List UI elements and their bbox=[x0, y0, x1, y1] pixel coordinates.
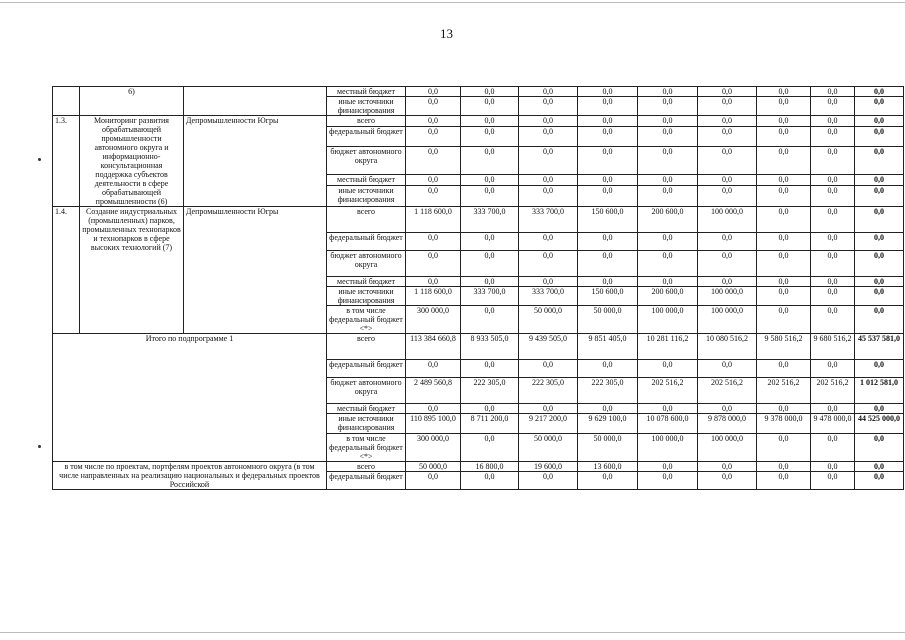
value-cell: 9 851 405,0 bbox=[578, 334, 638, 360]
value-cell: 0,0 bbox=[698, 233, 757, 251]
value-cell: 0,0 bbox=[757, 360, 811, 378]
value-cell: 0,0 bbox=[855, 472, 904, 490]
value-cell: 0,0 bbox=[811, 207, 855, 233]
value-cell: 1 118 600,0 bbox=[406, 287, 461, 306]
value-cell: 100 000,0 bbox=[638, 434, 698, 462]
value-cell: 0,0 bbox=[757, 116, 811, 127]
value-cell: 0,0 bbox=[855, 404, 904, 414]
value-cell: 0,0 bbox=[757, 404, 811, 414]
value-cell: 0,0 bbox=[406, 404, 461, 414]
value-cell: 0,0 bbox=[519, 116, 578, 127]
value-cell: 0,0 bbox=[461, 251, 519, 277]
value-cell: 0,0 bbox=[519, 175, 578, 186]
value-cell: 100 000,0 bbox=[698, 306, 757, 334]
value-cell: 0,0 bbox=[855, 87, 904, 97]
funding-source: федеральный бюджет bbox=[327, 126, 406, 146]
value-cell: 0,0 bbox=[578, 126, 638, 146]
value-cell: 0,0 bbox=[698, 116, 757, 127]
value-cell: 222 305,0 bbox=[519, 378, 578, 404]
value-cell: 0,0 bbox=[461, 146, 519, 175]
value-cell: 9 439 505,0 bbox=[519, 334, 578, 360]
value-cell: 0,0 bbox=[638, 126, 698, 146]
value-cell: 0,0 bbox=[461, 472, 519, 490]
value-cell: 9 478 000,0 bbox=[811, 414, 855, 434]
value-cell: 19 600,0 bbox=[519, 462, 578, 472]
value-cell: 0,0 bbox=[461, 97, 519, 116]
value-cell: 300 000,0 bbox=[406, 434, 461, 462]
value-cell: 0,0 bbox=[519, 126, 578, 146]
value-cell: 0,0 bbox=[578, 251, 638, 277]
table-row bbox=[53, 207, 904, 233]
scan-dot bbox=[38, 158, 41, 161]
value-cell: 0,0 bbox=[578, 472, 638, 490]
value-cell: 0,0 bbox=[855, 287, 904, 306]
value-cell: 0,0 bbox=[638, 116, 698, 127]
value-cell: 0,0 bbox=[811, 87, 855, 97]
value-cell: 0,0 bbox=[855, 277, 904, 287]
value-cell: 0,0 bbox=[406, 146, 461, 175]
value-cell: 0,0 bbox=[638, 251, 698, 277]
value-cell: 0,0 bbox=[519, 472, 578, 490]
value-cell: 0,0 bbox=[855, 360, 904, 378]
value-cell: 200 600,0 bbox=[638, 207, 698, 233]
value-cell: 50 000,0 bbox=[519, 306, 578, 334]
value-cell: 150 600,0 bbox=[578, 207, 638, 233]
value-cell: 0,0 bbox=[461, 404, 519, 414]
value-cell: 45 537 581,0 bbox=[855, 334, 904, 360]
value-cell: 0,0 bbox=[519, 97, 578, 116]
funding-source: всего bbox=[327, 334, 406, 360]
value-cell: 0,0 bbox=[461, 175, 519, 186]
value-cell: 0,0 bbox=[578, 404, 638, 414]
value-cell: 0,0 bbox=[811, 186, 855, 207]
value-cell: 200 600,0 bbox=[638, 287, 698, 306]
value-cell: 0,0 bbox=[811, 116, 855, 127]
value-cell: 9 629 100,0 bbox=[578, 414, 638, 434]
value-cell: 0,0 bbox=[406, 277, 461, 287]
value-cell: 0,0 bbox=[698, 462, 757, 472]
value-cell: 300 000,0 bbox=[406, 306, 461, 334]
value-cell: 0,0 bbox=[855, 126, 904, 146]
value-cell: 0,0 bbox=[757, 207, 811, 233]
value-cell: 0,0 bbox=[811, 404, 855, 414]
value-cell: 0,0 bbox=[698, 251, 757, 277]
item-number: 1.3. bbox=[53, 116, 80, 207]
value-cell: 0,0 bbox=[519, 233, 578, 251]
table-row bbox=[53, 462, 904, 472]
value-cell: 0,0 bbox=[638, 97, 698, 116]
value-cell: 0,0 bbox=[406, 233, 461, 251]
total-label: Итого по подпрограмме 1 bbox=[53, 334, 327, 462]
activity-name: Мониторинг развития обрабатывающей промышленности автономного округа и информационно-консультационная поддержка субъектов деятельности в сфере обрабатывающей промышленности (6) bbox=[80, 116, 184, 207]
table-row bbox=[53, 87, 904, 97]
value-cell: 0,0 bbox=[578, 360, 638, 378]
value-cell: 0,0 bbox=[578, 146, 638, 175]
value-cell: 0,0 bbox=[698, 146, 757, 175]
funding-source: местный бюджет bbox=[327, 175, 406, 186]
value-cell: 0,0 bbox=[638, 472, 698, 490]
value-cell: 0,0 bbox=[698, 126, 757, 146]
value-cell: 0,0 bbox=[638, 404, 698, 414]
value-cell: 0,0 bbox=[406, 126, 461, 146]
value-cell: 0,0 bbox=[519, 404, 578, 414]
total-label: в том числе по проектам, портфелям проектов автономного округа (в том числе направленных на реализацию национальных и федеральных проектов Российской bbox=[53, 462, 327, 490]
value-cell: 222 305,0 bbox=[578, 378, 638, 404]
value-cell: 0,0 bbox=[757, 97, 811, 116]
value-cell: 0,0 bbox=[406, 186, 461, 207]
value-cell: 44 525 000,0 bbox=[855, 414, 904, 434]
value-cell: 0,0 bbox=[757, 434, 811, 462]
value-cell: 0,0 bbox=[757, 233, 811, 251]
value-cell: 0,0 bbox=[461, 87, 519, 97]
funding-source: бюджет автономного округа bbox=[327, 146, 406, 175]
value-cell: 50 000,0 bbox=[578, 434, 638, 462]
value-cell: 100 000,0 bbox=[698, 287, 757, 306]
value-cell: 0,0 bbox=[855, 251, 904, 277]
value-cell: 100 000,0 bbox=[698, 207, 757, 233]
value-cell: 0,0 bbox=[461, 434, 519, 462]
value-cell: 0,0 bbox=[519, 277, 578, 287]
value-cell: 8 933 505,0 bbox=[461, 334, 519, 360]
value-cell: 0,0 bbox=[461, 277, 519, 287]
value-cell: 9 878 000,0 bbox=[698, 414, 757, 434]
value-cell: 0,0 bbox=[811, 306, 855, 334]
value-cell: 0,0 bbox=[757, 251, 811, 277]
value-cell: 0,0 bbox=[638, 233, 698, 251]
value-cell: 0,0 bbox=[638, 277, 698, 287]
value-cell: 1 012 581,0 bbox=[855, 378, 904, 404]
value-cell: 0,0 bbox=[406, 116, 461, 127]
funding-source: федеральный бюджет bbox=[327, 360, 406, 378]
responsible-executor: Депромышленности Югры bbox=[184, 116, 327, 207]
value-cell: 0,0 bbox=[855, 207, 904, 233]
value-cell: 0,0 bbox=[519, 146, 578, 175]
value-cell: 0,0 bbox=[757, 186, 811, 207]
responsible-executor: Депромышленности Югры bbox=[184, 207, 327, 334]
value-cell: 0,0 bbox=[811, 287, 855, 306]
budget-table bbox=[52, 86, 904, 490]
value-cell: 202 516,2 bbox=[698, 378, 757, 404]
value-cell: 0,0 bbox=[855, 186, 904, 207]
value-cell: 50 000,0 bbox=[519, 434, 578, 462]
funding-source: бюджет автономного округа bbox=[327, 251, 406, 277]
table-row bbox=[53, 116, 904, 127]
item-number: 1.4. bbox=[53, 207, 80, 334]
activity-name: 6) bbox=[80, 87, 184, 116]
funding-source: иные источники финансирования bbox=[327, 414, 406, 434]
funding-source: всего bbox=[327, 116, 406, 127]
value-cell: 0,0 bbox=[406, 87, 461, 97]
value-cell: 10 080 516,2 bbox=[698, 334, 757, 360]
value-cell: 0,0 bbox=[811, 462, 855, 472]
value-cell: 0,0 bbox=[811, 434, 855, 462]
value-cell: 13 600,0 bbox=[578, 462, 638, 472]
value-cell: 9 378 000,0 bbox=[757, 414, 811, 434]
value-cell: 222 305,0 bbox=[461, 378, 519, 404]
value-cell: 0,0 bbox=[638, 360, 698, 378]
value-cell: 0,0 bbox=[757, 306, 811, 334]
value-cell: 0,0 bbox=[757, 87, 811, 97]
funding-source: всего bbox=[327, 207, 406, 233]
value-cell: 333 700,0 bbox=[519, 207, 578, 233]
funding-source: иные источники финансирования bbox=[327, 186, 406, 207]
value-cell: 0,0 bbox=[757, 175, 811, 186]
table-row bbox=[53, 334, 904, 360]
value-cell: 0,0 bbox=[519, 87, 578, 97]
value-cell: 0,0 bbox=[578, 87, 638, 97]
value-cell: 0,0 bbox=[757, 126, 811, 146]
value-cell: 202 516,2 bbox=[757, 378, 811, 404]
value-cell: 8 711 200,0 bbox=[461, 414, 519, 434]
value-cell: 10 281 116,2 bbox=[638, 334, 698, 360]
funding-source: местный бюджет bbox=[327, 87, 406, 97]
value-cell: 0,0 bbox=[461, 306, 519, 334]
value-cell: 0,0 bbox=[811, 251, 855, 277]
value-cell: 50 000,0 bbox=[406, 462, 461, 472]
value-cell: 0,0 bbox=[855, 306, 904, 334]
value-cell: 0,0 bbox=[811, 126, 855, 146]
value-cell: 0,0 bbox=[461, 126, 519, 146]
value-cell: 0,0 bbox=[461, 233, 519, 251]
value-cell: 0,0 bbox=[757, 146, 811, 175]
value-cell: 0,0 bbox=[406, 175, 461, 186]
value-cell: 333 700,0 bbox=[461, 287, 519, 306]
value-cell: 0,0 bbox=[461, 360, 519, 378]
value-cell: 0,0 bbox=[811, 472, 855, 490]
funding-source: иные источники финансирования bbox=[327, 287, 406, 306]
value-cell: 0,0 bbox=[698, 404, 757, 414]
value-cell: 0,0 bbox=[578, 233, 638, 251]
value-cell: 0,0 bbox=[811, 277, 855, 287]
value-cell: 0,0 bbox=[757, 287, 811, 306]
value-cell: 0,0 bbox=[757, 472, 811, 490]
value-cell: 0,0 bbox=[578, 277, 638, 287]
value-cell: 0,0 bbox=[811, 146, 855, 175]
value-cell: 113 384 660,8 bbox=[406, 334, 461, 360]
value-cell: 0,0 bbox=[698, 472, 757, 490]
value-cell: 0,0 bbox=[461, 186, 519, 207]
value-cell: 0,0 bbox=[698, 97, 757, 116]
value-cell: 150 600,0 bbox=[578, 287, 638, 306]
value-cell: 1 118 600,0 bbox=[406, 207, 461, 233]
value-cell: 0,0 bbox=[757, 462, 811, 472]
value-cell: 0,0 bbox=[461, 116, 519, 127]
value-cell: 0,0 bbox=[811, 360, 855, 378]
funding-source: местный бюджет bbox=[327, 404, 406, 414]
value-cell: 10 078 600,0 bbox=[638, 414, 698, 434]
value-cell: 0,0 bbox=[406, 472, 461, 490]
funding-source: местный бюджет bbox=[327, 277, 406, 287]
value-cell: 0,0 bbox=[578, 186, 638, 207]
value-cell: 0,0 bbox=[406, 360, 461, 378]
value-cell: 0,0 bbox=[811, 233, 855, 251]
funding-source: всего bbox=[327, 462, 406, 472]
value-cell: 0,0 bbox=[638, 462, 698, 472]
value-cell: 0,0 bbox=[811, 175, 855, 186]
value-cell: 0,0 bbox=[638, 146, 698, 175]
value-cell: 0,0 bbox=[698, 175, 757, 186]
value-cell: 9 680 516,2 bbox=[811, 334, 855, 360]
value-cell: 0,0 bbox=[578, 175, 638, 186]
value-cell: 0,0 bbox=[698, 87, 757, 97]
value-cell: 9 217 200,0 bbox=[519, 414, 578, 434]
value-cell: 16 800,0 bbox=[461, 462, 519, 472]
value-cell: 202 516,2 bbox=[811, 378, 855, 404]
funding-source: в том числе федеральный бюджет <*> bbox=[327, 306, 406, 334]
value-cell: 0,0 bbox=[519, 251, 578, 277]
value-cell: 0,0 bbox=[855, 146, 904, 175]
page-number: 13 bbox=[440, 26, 453, 41]
value-cell: 0,0 bbox=[855, 116, 904, 127]
value-cell: 0,0 bbox=[698, 360, 757, 378]
value-cell: 0,0 bbox=[855, 462, 904, 472]
value-cell: 333 700,0 bbox=[461, 207, 519, 233]
value-cell: 0,0 bbox=[638, 87, 698, 97]
value-cell: 0,0 bbox=[519, 360, 578, 378]
value-cell: 0,0 bbox=[578, 116, 638, 127]
funding-source: федеральный бюджет bbox=[327, 472, 406, 490]
value-cell: 0,0 bbox=[811, 97, 855, 116]
value-cell: 100 000,0 bbox=[638, 306, 698, 334]
value-cell: 0,0 bbox=[855, 233, 904, 251]
value-cell: 0,0 bbox=[855, 175, 904, 186]
value-cell: 0,0 bbox=[855, 97, 904, 116]
funding-source: бюджет автономного округа bbox=[327, 378, 406, 404]
bottom-scan-edge bbox=[0, 632, 905, 633]
value-cell: 0,0 bbox=[855, 434, 904, 462]
value-cell: 0,0 bbox=[406, 251, 461, 277]
top-scan-edge bbox=[0, 2, 905, 3]
value-cell: 333 700,0 bbox=[519, 287, 578, 306]
value-cell: 0,0 bbox=[698, 277, 757, 287]
funding-source: федеральный бюджет bbox=[327, 233, 406, 251]
value-cell: 50 000,0 bbox=[578, 306, 638, 334]
value-cell: 0,0 bbox=[519, 186, 578, 207]
value-cell: 100 000,0 bbox=[698, 434, 757, 462]
responsible-executor bbox=[184, 87, 327, 116]
value-cell: 0,0 bbox=[698, 186, 757, 207]
activity-name: Создание индустриальных (промышленных) парков, промышленных технопарков и технопарков в сфере высоких технологий (7) bbox=[80, 207, 184, 334]
funding-source: в том числе федеральный бюджет <*> bbox=[327, 434, 406, 462]
value-cell: 0,0 bbox=[578, 97, 638, 116]
value-cell: 0,0 bbox=[757, 277, 811, 287]
value-cell: 9 580 516,2 bbox=[757, 334, 811, 360]
value-cell: 0,0 bbox=[406, 97, 461, 116]
item-number bbox=[53, 87, 80, 116]
value-cell: 202 516,2 bbox=[638, 378, 698, 404]
funding-source: иные источники финансирования bbox=[327, 97, 406, 116]
value-cell: 2 489 560,8 bbox=[406, 378, 461, 404]
value-cell: 0,0 bbox=[638, 175, 698, 186]
value-cell: 0,0 bbox=[638, 186, 698, 207]
scan-dot bbox=[38, 445, 41, 448]
value-cell: 110 895 100,0 bbox=[406, 414, 461, 434]
